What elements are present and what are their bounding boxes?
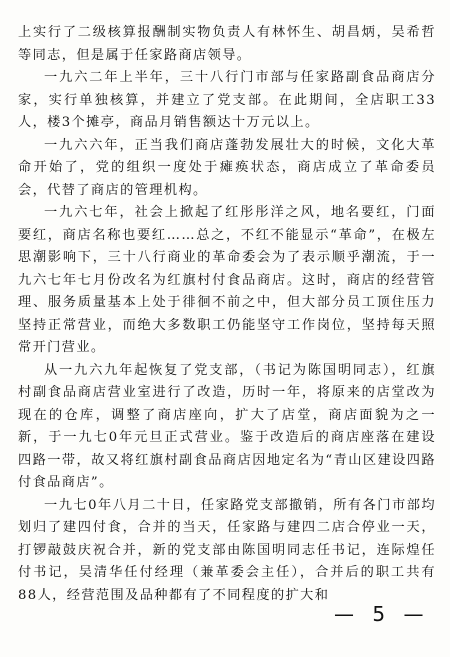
page-number: — 5 — (334, 602, 430, 626)
paragraph-1969: 从一九六九年起恢复了党支部，（书记为陈国明同志），红旗村副食品商店营业室进行了改造，历时一年，将原来的店堂改为现在的仓库，调整了商店座向，扩大了店堂，商店面貌为之一新，于一九七0年元旦正式营业。鉴于改造后的商店座落在建设四路一带，故又将红旗村副食品商店因地定名为“青山区建设四路付食品商店”。 (18, 362, 436, 490)
paragraph-1967: 一九六七年，社会上掀起了红彤彤洋之风，地名要红，门面要红，商店名称也要红……总之，不红不能显示“革命”，在极左思潮影响下，三十八行商业的革命委会为了表示顺乎潮流，于一九六七年七月份改名为红旗村付食品商店。这时，商店的经营管理、服务质量基本上处于徘徊不前之中，但大部分员工顶住压力坚持正常营业，而绝大多数职工仍能坚守工作岗位，坚持每天照常开门营业。 (18, 205, 436, 355)
paragraph-continued: 上实行了二级核算报酬制实物负责人有林怀生、胡昌炳，吴希哲等同志，但是属于任家路商店领导。 (18, 25, 436, 63)
paragraph-1970: 一九七0年八月二十日，任家路党支部撤销，所有各门市部均划归了建四付食，合并的当天，任家路与建四二店合停业一天，打锣敲鼓庆祝合并，新的党支部由陈国明同志任书记，连际煌任付书记，吴清华任付经理（兼革委会主任），合并后的职工共有88人，经营范围及品种都有了不同程度的扩大和 (18, 497, 436, 603)
paragraph-1962: 一九六二年上半年，三十八行门市部与任家路副食品商店分家，实行单独核算，并建立了党支部。在此期间，全店职工33人，楼3个摊亭，商品月销售额达十万元以上。 (18, 70, 436, 130)
body-text (18, 22, 436, 607)
paragraph-1966: 一九六六年，正当我们商店蓬勃发展壮大的时候，文化大革命开始了，党的组织一度处于瘫痪状态，商店成立了革命委员会，代替了商店的管理机构。 (18, 137, 436, 198)
